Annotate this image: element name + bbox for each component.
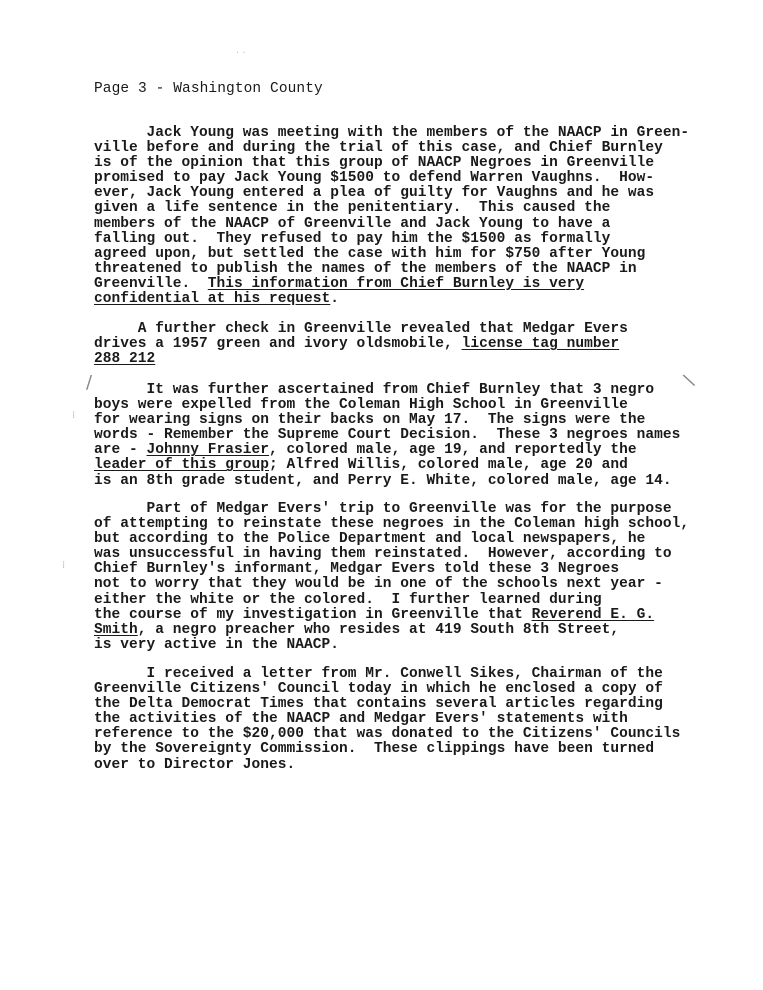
text-line (94, 517, 689, 532)
text-run: , a negro preacher who resides at 419 South 8th Street, (137, 621, 620, 638)
text-run: , colored male, age 19, and reportedly the (269, 442, 637, 459)
text-line (94, 593, 689, 608)
underlined-text: Smith (94, 621, 138, 638)
paragraph-sikes-letter (94, 667, 680, 773)
text-line (94, 262, 689, 277)
text-run: are - (94, 442, 147, 459)
text-line (94, 608, 689, 623)
text-run: the activities of the NAACP and Medgar Evers' statements with (94, 711, 628, 728)
text-line (94, 232, 689, 247)
text-line (94, 502, 689, 517)
text-line (94, 667, 680, 682)
text-run: by the Sovereignty Commission. These clippings have been turned (94, 741, 655, 758)
text-line (94, 758, 680, 773)
text-line (94, 712, 680, 727)
text-run: either the white or the colored. I further learned during (94, 591, 602, 608)
text-run: . (330, 291, 340, 308)
text-line (94, 638, 689, 653)
text-line (94, 156, 689, 171)
text-line (94, 682, 680, 697)
text-run: ville before and during the trial of this case, and Chief Burnley (94, 140, 663, 157)
text-line (94, 458, 680, 473)
text-run: is of the opinion that this group of NAACP Negroes in Greenville (94, 155, 655, 172)
text-run: I received a letter from Mr. Conwell Sikes, Chairman of the (94, 666, 663, 682)
text-line (94, 337, 628, 352)
underlined-text: This information from Chief Burnley is very (207, 275, 585, 292)
underlined-text: 288 212 (94, 351, 156, 368)
text-run: but according to the Police Department and local newspapers, he (94, 531, 646, 548)
text-run: members of the NAACP of Greenville and Jack Young to have a (94, 215, 611, 232)
margin-pencil-mark: / (86, 372, 93, 393)
text-line (94, 141, 689, 156)
text-line (94, 383, 680, 398)
text-run: Greenville. (94, 275, 208, 292)
text-run: is very active in the NAACP. (94, 636, 340, 653)
text-line (94, 186, 689, 201)
text-run: is an 8th grade student, and Perry E. White, colored male, age 14. (94, 472, 672, 489)
paragraph-medgar-car (94, 322, 628, 367)
text-run: boys were expelled from the Coleman High School in Greenville (94, 397, 628, 414)
text-run: the course of my investigation in Greenville that (94, 606, 532, 623)
text-run: Greenville Citizens' Council today in which he enclosed a copy of (94, 681, 663, 698)
text-run: Jack Young was meeting with the members of the NAACP in Green- (94, 125, 690, 141)
scan-speck: · · (236, 48, 246, 59)
underlined-text: Reverend E. G. (531, 606, 655, 623)
text-line (94, 742, 680, 757)
text-run: for wearing signs on their backs on May 17. The signs were the (94, 412, 646, 429)
text-run: A further check in Greenville revealed that Medgar Evers (94, 321, 628, 337)
text-line (94, 398, 680, 413)
text-line (94, 428, 680, 443)
text-line (94, 413, 680, 428)
text-run: ; Alfred Willis, colored male, age 20 and (269, 457, 628, 474)
text-run: over to Director Jones. (94, 756, 296, 773)
text-line (94, 532, 689, 547)
text-run: of attempting to reinstate these negroes in the Coleman high school, (94, 516, 690, 533)
text-run: not to worry that they would be in one of the schools next year - (94, 576, 663, 593)
paragraph-jack-young (94, 126, 689, 307)
text-line (94, 697, 680, 712)
text-run: was unsuccessful in having them reinstated. However, according to (94, 546, 672, 563)
text-run: falling out. They refused to pay him the $1500 as formally (94, 230, 611, 247)
text-line (94, 247, 689, 262)
text-run: reference to the $20,000 that was donated to the Citizens' Councils (94, 726, 681, 743)
scan-speck: ⁞ (62, 560, 66, 571)
text-run: agreed upon, but settled the case with him for $750 after Young (94, 245, 646, 262)
text-line (94, 474, 680, 489)
text-run: threatened to publish the names of the members of the NAACP in (94, 260, 637, 277)
text-run: It was further ascertained from Chief Burnley that 3 negro (94, 382, 655, 398)
underlined-text: leader of this group (94, 457, 270, 474)
text-line (94, 171, 689, 186)
scan-speck: ⁞ (72, 410, 76, 421)
page-header: Page 3 - Washington County (94, 81, 323, 97)
paragraph-reinstate (94, 502, 689, 653)
text-line (94, 443, 680, 458)
paragraph-expelled-boys (94, 383, 680, 489)
text-line (94, 217, 689, 232)
text-run: drives a 1957 green and ivory oldsmobile, (94, 336, 462, 353)
underlined-text: Johnny Frasier (146, 442, 270, 459)
text-run: Chief Burnley's informant, Medgar Evers told these 3 Negroes (94, 561, 620, 578)
text-line (94, 126, 689, 141)
text-run: promised to pay Jack Young $1500 to defend Warren Vaughns. How- (94, 170, 655, 187)
text-line (94, 623, 689, 638)
margin-pencil-mark-right: \ (681, 369, 697, 392)
text-run: ever, Jack Young entered a plea of guilty for Vaughns and he was (94, 185, 655, 202)
text-line (94, 322, 628, 337)
text-line (94, 547, 689, 562)
text-line (94, 577, 689, 592)
underlined-text: license tag number (461, 336, 620, 353)
text-line (94, 562, 689, 577)
text-line (94, 727, 680, 742)
text-run: given a life sentence in the penitentiary. This caused the (94, 200, 611, 217)
text-run: the Delta Democrat Times that contains several articles regarding (94, 696, 663, 713)
text-line (94, 292, 689, 307)
text-line (94, 201, 689, 216)
text-line (94, 277, 689, 292)
text-line (94, 352, 628, 367)
text-run: Part of Medgar Evers' trip to Greenville was for the purpose (94, 501, 672, 517)
text-run: words - Remember the Supreme Court Decision. These 3 negroes names (94, 427, 681, 444)
underlined-text: confidential at his request (94, 291, 331, 308)
